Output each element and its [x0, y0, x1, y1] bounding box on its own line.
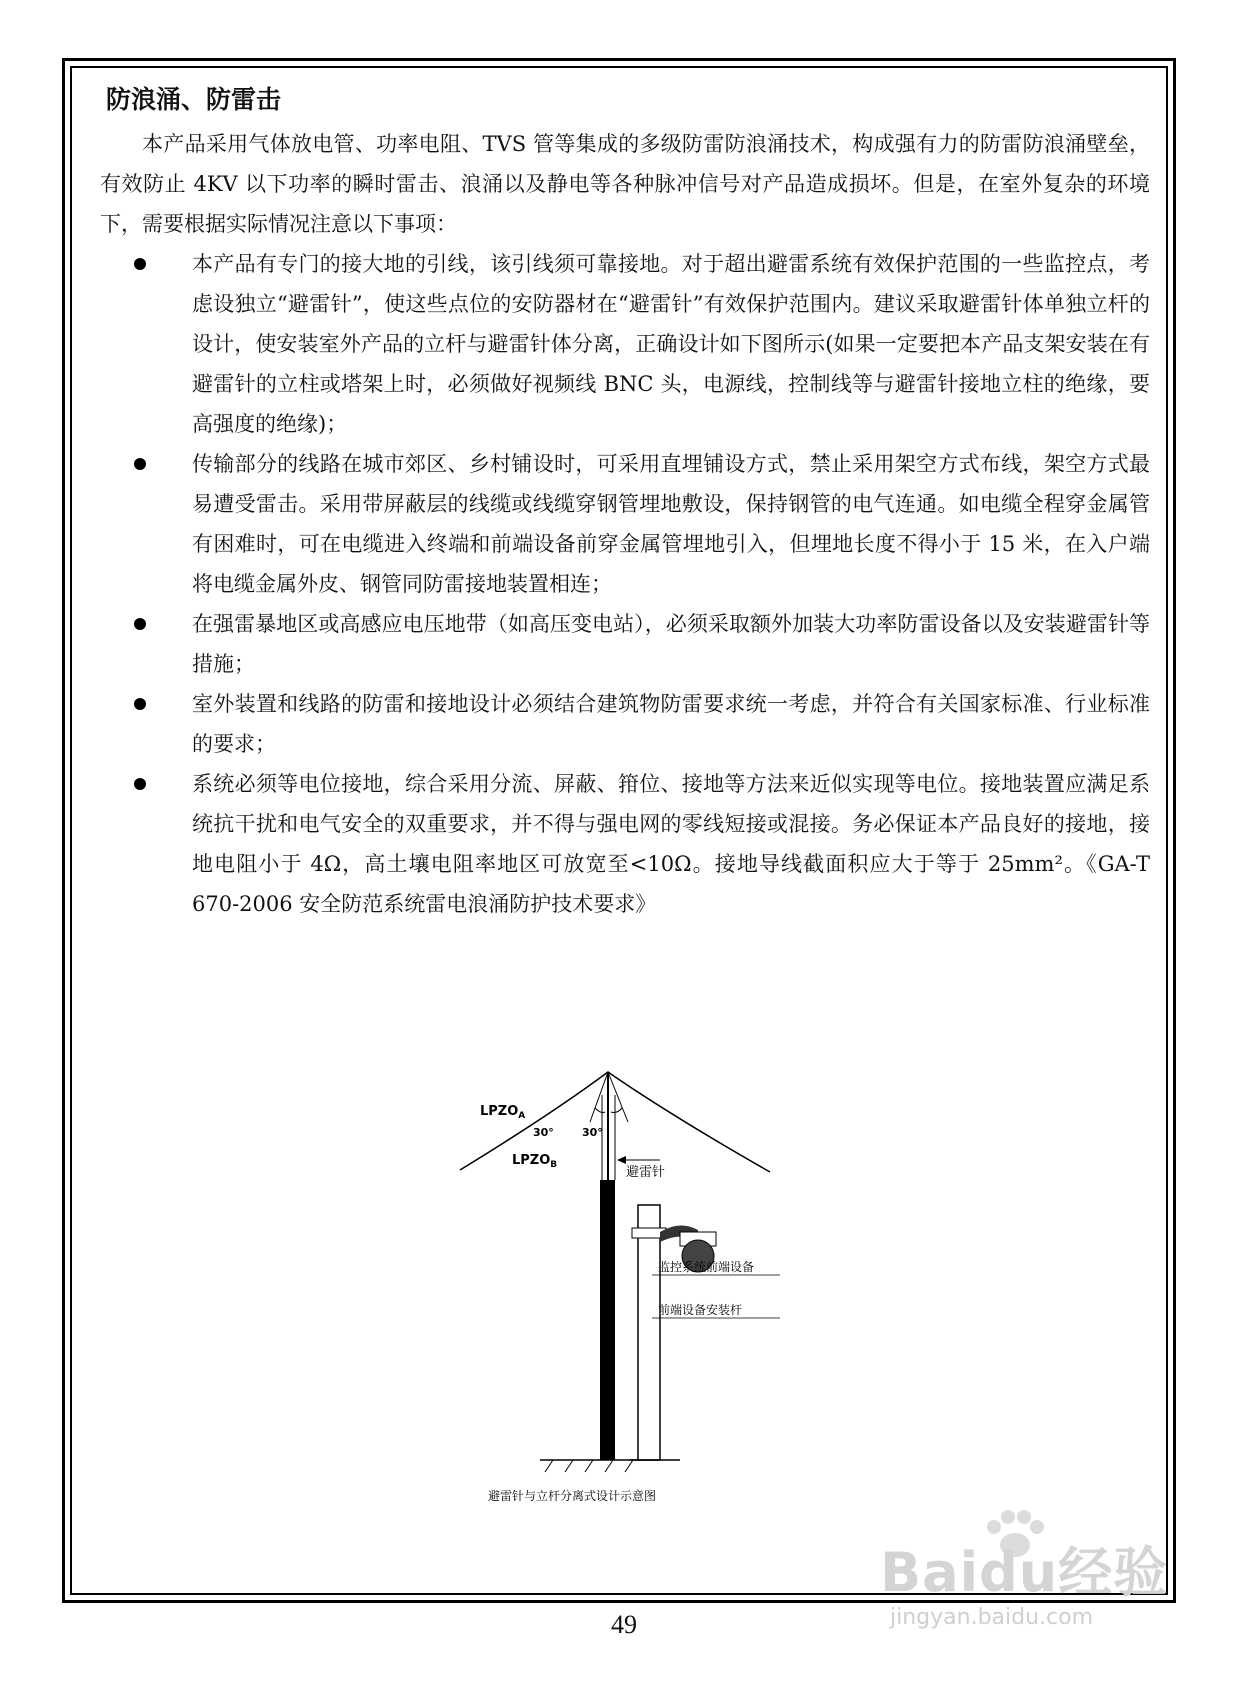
list-item	[100, 604, 1150, 684]
angle-right-label: 30°	[582, 1126, 603, 1139]
zone-a-label: $LPZO_A$	[480, 1104, 526, 1121]
diagram-caption: 避雷针与立杆分离式设计示意图	[488, 1489, 657, 1503]
list-item-text: 系统必须等电位接地，综合采用分流、屏蔽、箝位、接地等方法来近似实现等电位。接地装置应满足系统抗干扰和电气安全的双重要求，并不得与强电网的零线短接或混接。务必保证本产品良好的接地，接地电阻小于 4Ω，高土壤电阻率地区可放宽至<10Ω。接地导线截面积应大于等于 25mm²。《GA-T 670-2006 安全防范系统雷电浪涌防护技术要求》	[192, 772, 1150, 916]
equipment-pole	[638, 1205, 660, 1460]
bullet-icon	[134, 618, 146, 630]
list-item-text: 传输部分的线路在城市郊区、乡村铺设时，可采用直埋铺设方式，禁止采用架空方式布线，架空方式最易遭受雷击。采用带屏蔽层的线缆或线缆穿钢管埋地敷设，保持钢管的电气连通。如电缆全程穿金属管有困难时，可在电缆进入终端和前端设备前穿金属管埋地引入，但埋地长度不得小于 15 米，在入户端将电缆金属外皮、钢管同防雷接地装置相连；	[192, 452, 1150, 596]
watermark-brand: Baidu经验	[880, 1541, 1169, 1604]
intro-paragraph: 本产品采用气体放电管、功率电阻、TVS 管等集成的多级防雷防浪涌技术，构成强有力的防雷防浪涌壁垒，有效防止 4KV 以下功率的瞬时雷击、浪涌以及静电等各种脉冲信号对产品造成损坏。但是，在室外复杂的环境下，需要根据实际情况注意以下事项：	[100, 132, 1150, 236]
ground-hatch-left	[545, 1460, 633, 1472]
zone-b-label: $LPZO_B$	[512, 1153, 558, 1170]
list-item-text: 在强雷暴地区或高感应电压地带（如高压变电站），必须采取额外加装大功率防雷设备以及安装避雷针等措施；	[192, 612, 1150, 676]
list-item-text: 本产品有专门的接大地的引线，该引线须可靠接地。对于超出避雷系统有效保护范围的一些监控点，考虑设独立“避雷针”，使这些点位的安防器材在“避雷针”有效保护范围内。建议采取避雷针体单独立杆的设计，使安装室外产品的立杆与避雷针体分离，正确设计如下图所示(如果一定要把本产品支架安装在有避雷针的立柱或塔架上时，必须做好视频线 BNC 头，电源线，控制线等与避雷针接地立柱的绝缘，要高强度的绝缘)；	[192, 252, 1150, 436]
lightning-rod-mast	[600, 1180, 615, 1460]
pole-label: 前端设备安装杆	[658, 1303, 743, 1317]
lightning-rod-diagram	[440, 1060, 880, 1510]
angle-left-label: 30°	[533, 1126, 554, 1139]
bullet-icon	[134, 698, 146, 710]
angle-arc-right	[611, 1108, 622, 1113]
section-heading: 防浪涌、防雷击	[106, 85, 282, 114]
document-body	[100, 80, 1150, 924]
list-item	[100, 684, 1150, 764]
list-item-text: 室外装置和线路的防雷和接地设计必须结合建筑物防雷要求统一考虑，并符合有关国家标准、行业标准的要求；	[192, 692, 1150, 756]
page-number: 49	[611, 1610, 637, 1639]
list-item	[100, 764, 1150, 924]
list-item	[100, 244, 1150, 444]
rod-label: 避雷针	[626, 1165, 666, 1180]
bullet-icon	[134, 258, 146, 270]
precaution-list	[100, 244, 1150, 924]
rod-label-arrowhead	[617, 1156, 626, 1164]
watermark-url: jingyan.baidu.com	[890, 1605, 1094, 1630]
camera-label: 监控系统前端设备	[658, 1260, 755, 1274]
list-item	[100, 444, 1150, 604]
bullet-icon	[134, 778, 146, 790]
angle-arc-left	[595, 1108, 605, 1113]
bullet-icon	[134, 458, 146, 470]
